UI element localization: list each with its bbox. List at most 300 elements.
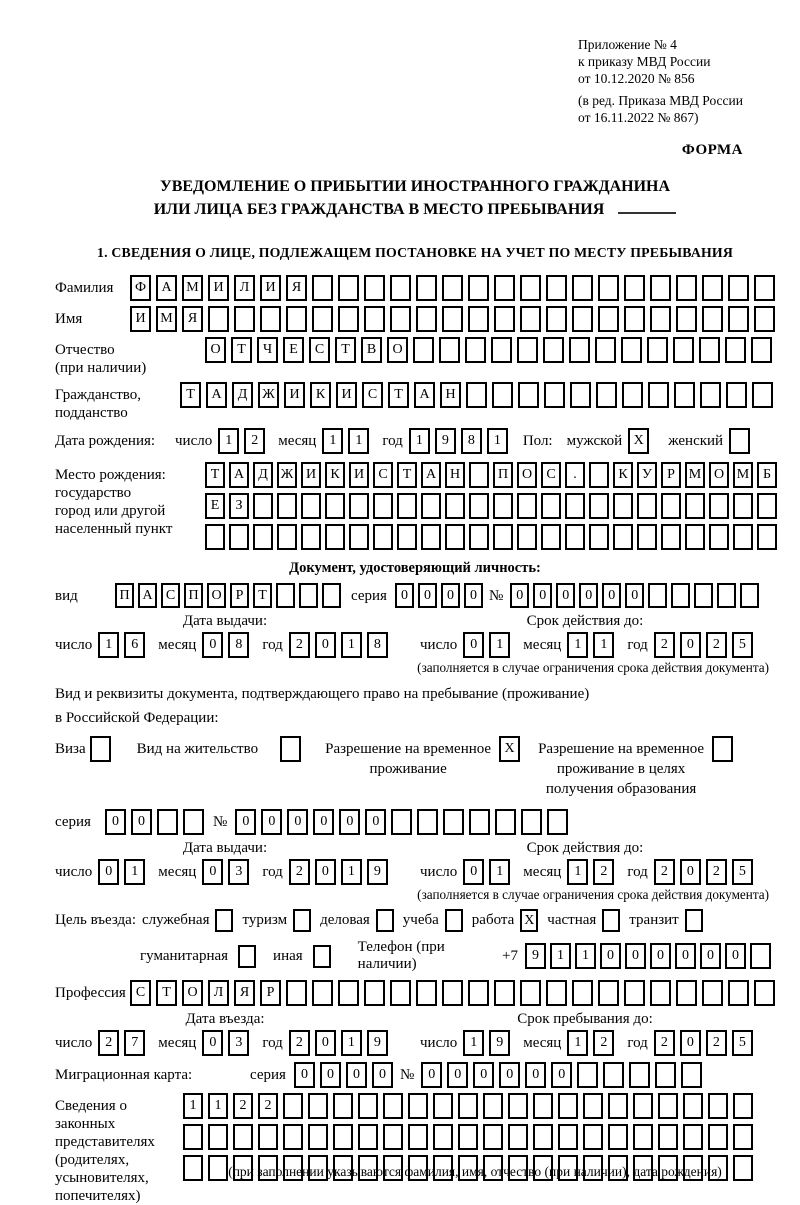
char-cell[interactable] bbox=[469, 462, 489, 488]
char-cell[interactable] bbox=[208, 306, 229, 332]
char-cell[interactable] bbox=[308, 1093, 328, 1119]
char-cell[interactable]: С bbox=[541, 462, 561, 488]
char-cell[interactable] bbox=[468, 980, 489, 1006]
char-cell[interactable]: Д bbox=[253, 462, 273, 488]
char-cell[interactable] bbox=[286, 306, 307, 332]
char-cell[interactable]: 1 bbox=[575, 943, 596, 969]
char-cell[interactable] bbox=[633, 1124, 653, 1150]
char-cell[interactable] bbox=[728, 980, 749, 1006]
char-cell[interactable]: И bbox=[301, 462, 321, 488]
char-cell[interactable] bbox=[439, 337, 460, 363]
char-cell[interactable] bbox=[752, 382, 773, 408]
char-cell[interactable] bbox=[608, 1093, 628, 1119]
char-cell[interactable] bbox=[598, 275, 619, 301]
char-cell[interactable] bbox=[708, 1124, 728, 1150]
char-cell[interactable]: М bbox=[156, 306, 177, 332]
char-cell[interactable] bbox=[493, 493, 513, 519]
char-cell[interactable]: Д bbox=[232, 382, 253, 408]
char-cell[interactable]: А bbox=[138, 583, 157, 608]
char-cell[interactable] bbox=[442, 275, 463, 301]
char-cell[interactable] bbox=[740, 583, 759, 608]
day-cell[interactable]: 0 bbox=[98, 859, 119, 885]
char-cell[interactable] bbox=[728, 306, 749, 332]
char-cell[interactable]: Т bbox=[231, 337, 252, 363]
char-cell[interactable]: 0 bbox=[418, 583, 437, 608]
year-cell[interactable]: 2 bbox=[654, 859, 675, 885]
char-cell[interactable]: Р bbox=[661, 462, 681, 488]
purpose-transit-checkbox[interactable] bbox=[685, 909, 703, 932]
year-cell[interactable]: 2 bbox=[706, 859, 727, 885]
purpose-private-checkbox[interactable] bbox=[602, 909, 620, 932]
char-cell[interactable] bbox=[349, 493, 369, 519]
month-cell[interactable]: 3 bbox=[228, 859, 249, 885]
char-cell[interactable] bbox=[661, 524, 681, 550]
month-cell[interactable]: 1 bbox=[322, 428, 343, 454]
char-cell[interactable] bbox=[546, 980, 567, 1006]
char-cell[interactable]: 0 bbox=[320, 1062, 341, 1088]
char-cell[interactable]: М bbox=[182, 275, 203, 301]
char-cell[interactable]: Т bbox=[335, 337, 356, 363]
day-cell[interactable]: 1 bbox=[218, 428, 239, 454]
char-cell[interactable] bbox=[469, 809, 490, 835]
month-cell[interactable]: 2 bbox=[593, 1030, 614, 1056]
char-cell[interactable] bbox=[648, 382, 669, 408]
char-cell[interactable] bbox=[364, 306, 385, 332]
char-cell[interactable]: К bbox=[310, 382, 331, 408]
char-cell[interactable] bbox=[416, 980, 437, 1006]
char-cell[interactable] bbox=[469, 524, 489, 550]
char-cell[interactable] bbox=[433, 1124, 453, 1150]
char-cell[interactable] bbox=[546, 275, 567, 301]
char-cell[interactable] bbox=[299, 583, 318, 608]
char-cell[interactable] bbox=[569, 337, 590, 363]
char-cell[interactable] bbox=[583, 1093, 603, 1119]
char-cell[interactable]: 0 bbox=[235, 809, 256, 835]
char-cell[interactable]: Е bbox=[283, 337, 304, 363]
year-cell[interactable]: 2 bbox=[289, 632, 310, 658]
char-cell[interactable]: К bbox=[613, 462, 633, 488]
char-cell[interactable] bbox=[754, 275, 775, 301]
char-cell[interactable] bbox=[364, 980, 385, 1006]
char-cell[interactable]: А bbox=[206, 382, 227, 408]
char-cell[interactable] bbox=[253, 524, 273, 550]
char-cell[interactable] bbox=[338, 980, 359, 1006]
char-cell[interactable]: Ж bbox=[277, 462, 297, 488]
year-cell[interactable]: 1 bbox=[487, 428, 508, 454]
char-cell[interactable]: О bbox=[517, 462, 537, 488]
month-cell[interactable]: 1 bbox=[567, 1030, 588, 1056]
char-cell[interactable] bbox=[373, 493, 393, 519]
char-cell[interactable]: Р bbox=[230, 583, 249, 608]
char-cell[interactable]: 0 bbox=[600, 943, 621, 969]
year-cell[interactable]: 1 bbox=[341, 1030, 362, 1056]
char-cell[interactable] bbox=[205, 524, 225, 550]
char-cell[interactable] bbox=[408, 1093, 428, 1119]
char-cell[interactable] bbox=[358, 1093, 378, 1119]
char-cell[interactable] bbox=[417, 809, 438, 835]
char-cell[interactable] bbox=[757, 493, 777, 519]
char-cell[interactable]: О bbox=[182, 980, 203, 1006]
char-cell[interactable] bbox=[408, 1124, 428, 1150]
char-cell[interactable] bbox=[751, 337, 772, 363]
char-cell[interactable] bbox=[421, 493, 441, 519]
month-cell[interactable]: 1 bbox=[567, 632, 588, 658]
char-cell[interactable]: 0 bbox=[579, 583, 598, 608]
char-cell[interactable]: 0 bbox=[473, 1062, 494, 1088]
char-cell[interactable]: Т bbox=[253, 583, 272, 608]
purpose-study-checkbox[interactable] bbox=[445, 909, 463, 932]
char-cell[interactable]: 0 bbox=[725, 943, 746, 969]
char-cell[interactable] bbox=[183, 1155, 203, 1181]
char-cell[interactable]: 0 bbox=[365, 809, 386, 835]
char-cell[interactable] bbox=[637, 524, 657, 550]
month-cell[interactable]: 0 bbox=[202, 632, 223, 658]
char-cell[interactable]: 1 bbox=[183, 1093, 203, 1119]
char-cell[interactable] bbox=[520, 275, 541, 301]
char-cell[interactable]: Е bbox=[205, 493, 225, 519]
char-cell[interactable] bbox=[390, 980, 411, 1006]
char-cell[interactable] bbox=[276, 583, 295, 608]
year-cell[interactable]: 1 bbox=[341, 632, 362, 658]
char-cell[interactable]: И bbox=[284, 382, 305, 408]
year-cell[interactable]: 9 bbox=[367, 859, 388, 885]
char-cell[interactable] bbox=[674, 382, 695, 408]
char-cell[interactable] bbox=[494, 306, 515, 332]
month-cell[interactable]: 1 bbox=[348, 428, 369, 454]
char-cell[interactable]: П bbox=[184, 583, 203, 608]
month-cell[interactable]: 8 bbox=[228, 632, 249, 658]
char-cell[interactable] bbox=[541, 493, 561, 519]
char-cell[interactable] bbox=[442, 306, 463, 332]
char-cell[interactable]: Н bbox=[440, 382, 461, 408]
char-cell[interactable] bbox=[754, 980, 775, 1006]
char-cell[interactable] bbox=[572, 275, 593, 301]
char-cell[interactable]: К bbox=[325, 462, 345, 488]
char-cell[interactable] bbox=[658, 1124, 678, 1150]
char-cell[interactable] bbox=[517, 524, 537, 550]
char-cell[interactable] bbox=[358, 1124, 378, 1150]
char-cell[interactable]: А bbox=[421, 462, 441, 488]
char-cell[interactable] bbox=[733, 493, 753, 519]
char-cell[interactable] bbox=[655, 1062, 676, 1088]
char-cell[interactable] bbox=[508, 1093, 528, 1119]
year-cell[interactable]: 2 bbox=[654, 632, 675, 658]
purpose-other-checkbox[interactable] bbox=[313, 945, 331, 968]
day-cell[interactable]: 1 bbox=[463, 1030, 484, 1056]
char-cell[interactable] bbox=[624, 306, 645, 332]
year-cell[interactable]: 9 bbox=[435, 428, 456, 454]
char-cell[interactable] bbox=[658, 1093, 678, 1119]
char-cell[interactable] bbox=[495, 809, 516, 835]
char-cell[interactable] bbox=[700, 382, 721, 408]
char-cell[interactable] bbox=[709, 524, 729, 550]
char-cell[interactable] bbox=[229, 524, 249, 550]
char-cell[interactable] bbox=[333, 1124, 353, 1150]
char-cell[interactable] bbox=[493, 524, 513, 550]
year-cell[interactable]: 2 bbox=[706, 632, 727, 658]
char-cell[interactable]: 2 bbox=[258, 1093, 278, 1119]
char-cell[interactable] bbox=[624, 980, 645, 1006]
char-cell[interactable] bbox=[702, 275, 723, 301]
char-cell[interactable]: . bbox=[565, 462, 585, 488]
char-cell[interactable] bbox=[546, 306, 567, 332]
year-cell[interactable]: 8 bbox=[367, 632, 388, 658]
char-cell[interactable]: 0 bbox=[602, 583, 621, 608]
char-cell[interactable]: 0 bbox=[650, 943, 671, 969]
char-cell[interactable]: 0 bbox=[339, 809, 360, 835]
char-cell[interactable] bbox=[483, 1124, 503, 1150]
char-cell[interactable] bbox=[312, 275, 333, 301]
purpose-work-checkbox[interactable]: X bbox=[520, 909, 538, 932]
char-cell[interactable] bbox=[683, 1093, 703, 1119]
char-cell[interactable] bbox=[283, 1124, 303, 1150]
year-cell[interactable]: 0 bbox=[315, 859, 336, 885]
char-cell[interactable]: Т bbox=[397, 462, 417, 488]
char-cell[interactable] bbox=[277, 493, 297, 519]
char-cell[interactable] bbox=[433, 1093, 453, 1119]
char-cell[interactable] bbox=[283, 1093, 303, 1119]
char-cell[interactable] bbox=[598, 306, 619, 332]
char-cell[interactable] bbox=[685, 524, 705, 550]
day-cell[interactable]: 7 bbox=[124, 1030, 145, 1056]
char-cell[interactable]: О bbox=[207, 583, 226, 608]
char-cell[interactable] bbox=[671, 583, 690, 608]
char-cell[interactable] bbox=[416, 306, 437, 332]
char-cell[interactable]: 0 bbox=[551, 1062, 572, 1088]
char-cell[interactable] bbox=[733, 1124, 753, 1150]
month-cell[interactable]: 0 bbox=[202, 1030, 223, 1056]
char-cell[interactable] bbox=[518, 382, 539, 408]
char-cell[interactable] bbox=[325, 524, 345, 550]
temp-residence-checkbox[interactable]: X bbox=[499, 736, 520, 762]
char-cell[interactable]: Б bbox=[757, 462, 777, 488]
char-cell[interactable] bbox=[517, 493, 537, 519]
char-cell[interactable] bbox=[577, 1062, 598, 1088]
char-cell[interactable]: 2 bbox=[233, 1093, 253, 1119]
month-cell[interactable]: 3 bbox=[228, 1030, 249, 1056]
char-cell[interactable] bbox=[572, 980, 593, 1006]
char-cell[interactable] bbox=[421, 524, 441, 550]
char-cell[interactable] bbox=[183, 809, 204, 835]
char-cell[interactable] bbox=[253, 493, 273, 519]
char-cell[interactable]: А bbox=[229, 462, 249, 488]
char-cell[interactable]: 0 bbox=[675, 943, 696, 969]
char-cell[interactable]: 0 bbox=[313, 809, 334, 835]
char-cell[interactable] bbox=[301, 493, 321, 519]
month-cell[interactable]: 1 bbox=[593, 632, 614, 658]
char-cell[interactable]: О bbox=[205, 337, 226, 363]
char-cell[interactable] bbox=[312, 306, 333, 332]
char-cell[interactable] bbox=[650, 275, 671, 301]
char-cell[interactable]: Р bbox=[260, 980, 281, 1006]
char-cell[interactable] bbox=[547, 809, 568, 835]
char-cell[interactable]: И bbox=[349, 462, 369, 488]
char-cell[interactable] bbox=[608, 1124, 628, 1150]
char-cell[interactable] bbox=[445, 524, 465, 550]
char-cell[interactable] bbox=[277, 524, 297, 550]
char-cell[interactable] bbox=[520, 980, 541, 1006]
char-cell[interactable] bbox=[233, 1124, 253, 1150]
char-cell[interactable] bbox=[260, 306, 281, 332]
char-cell[interactable] bbox=[517, 337, 538, 363]
char-cell[interactable]: 0 bbox=[421, 1062, 442, 1088]
purpose-business-checkbox[interactable] bbox=[376, 909, 394, 932]
char-cell[interactable] bbox=[621, 337, 642, 363]
char-cell[interactable] bbox=[483, 1093, 503, 1119]
char-cell[interactable] bbox=[383, 1124, 403, 1150]
char-cell[interactable]: Я bbox=[234, 980, 255, 1006]
char-cell[interactable] bbox=[442, 980, 463, 1006]
char-cell[interactable]: Я bbox=[286, 275, 307, 301]
char-cell[interactable] bbox=[572, 306, 593, 332]
char-cell[interactable] bbox=[234, 306, 255, 332]
char-cell[interactable] bbox=[543, 337, 564, 363]
char-cell[interactable]: С bbox=[373, 462, 393, 488]
char-cell[interactable]: 0 bbox=[625, 583, 644, 608]
char-cell[interactable]: 0 bbox=[464, 583, 483, 608]
char-cell[interactable] bbox=[494, 275, 515, 301]
char-cell[interactable]: С bbox=[130, 980, 151, 1006]
char-cell[interactable] bbox=[699, 337, 720, 363]
char-cell[interactable]: 0 bbox=[556, 583, 575, 608]
day-cell[interactable]: 0 bbox=[463, 859, 484, 885]
temp-residence-edu-checkbox[interactable] bbox=[712, 736, 733, 762]
char-cell[interactable]: З bbox=[229, 493, 249, 519]
char-cell[interactable] bbox=[208, 1155, 228, 1181]
char-cell[interactable]: А bbox=[414, 382, 435, 408]
char-cell[interactable]: О bbox=[387, 337, 408, 363]
year-cell[interactable]: 0 bbox=[680, 632, 701, 658]
day-cell[interactable]: 1 bbox=[489, 632, 510, 658]
char-cell[interactable]: У bbox=[637, 462, 657, 488]
month-cell[interactable]: 1 bbox=[567, 859, 588, 885]
char-cell[interactable] bbox=[589, 524, 609, 550]
char-cell[interactable] bbox=[725, 337, 746, 363]
day-cell[interactable]: 0 bbox=[463, 632, 484, 658]
char-cell[interactable] bbox=[647, 337, 668, 363]
char-cell[interactable] bbox=[413, 337, 434, 363]
char-cell[interactable]: М bbox=[685, 462, 705, 488]
char-cell[interactable] bbox=[508, 1124, 528, 1150]
char-cell[interactable]: И bbox=[208, 275, 229, 301]
sex-female-checkbox[interactable] bbox=[729, 428, 750, 454]
day-cell[interactable]: 1 bbox=[489, 859, 510, 885]
year-cell[interactable]: 5 bbox=[732, 859, 753, 885]
month-cell[interactable]: 2 bbox=[593, 859, 614, 885]
day-cell[interactable]: 2 bbox=[244, 428, 265, 454]
year-cell[interactable]: 2 bbox=[289, 1030, 310, 1056]
char-cell[interactable] bbox=[596, 382, 617, 408]
char-cell[interactable] bbox=[694, 583, 713, 608]
char-cell[interactable] bbox=[445, 493, 465, 519]
char-cell[interactable] bbox=[624, 275, 645, 301]
char-cell[interactable] bbox=[565, 524, 585, 550]
char-cell[interactable]: М bbox=[733, 462, 753, 488]
char-cell[interactable]: Ч bbox=[257, 337, 278, 363]
char-cell[interactable]: А bbox=[156, 275, 177, 301]
char-cell[interactable] bbox=[702, 306, 723, 332]
char-cell[interactable]: 1 bbox=[208, 1093, 228, 1119]
char-cell[interactable] bbox=[338, 275, 359, 301]
char-cell[interactable]: Н bbox=[445, 462, 465, 488]
char-cell[interactable]: 1 bbox=[550, 943, 571, 969]
year-cell[interactable]: 0 bbox=[680, 1030, 701, 1056]
year-cell[interactable]: 5 bbox=[732, 1030, 753, 1056]
char-cell[interactable] bbox=[589, 462, 609, 488]
year-cell[interactable]: 0 bbox=[315, 632, 336, 658]
char-cell[interactable] bbox=[613, 493, 633, 519]
char-cell[interactable] bbox=[520, 306, 541, 332]
day-cell[interactable]: 1 bbox=[124, 859, 145, 885]
char-cell[interactable] bbox=[613, 524, 633, 550]
char-cell[interactable] bbox=[676, 306, 697, 332]
char-cell[interactable]: Я bbox=[182, 306, 203, 332]
char-cell[interactable] bbox=[728, 275, 749, 301]
char-cell[interactable] bbox=[349, 524, 369, 550]
char-cell[interactable] bbox=[258, 1124, 278, 1150]
char-cell[interactable] bbox=[308, 1124, 328, 1150]
char-cell[interactable] bbox=[397, 524, 417, 550]
char-cell[interactable] bbox=[541, 524, 561, 550]
char-cell[interactable] bbox=[312, 980, 333, 1006]
char-cell[interactable] bbox=[558, 1093, 578, 1119]
char-cell[interactable] bbox=[322, 583, 341, 608]
char-cell[interactable]: 0 bbox=[525, 1062, 546, 1088]
year-cell[interactable]: 2 bbox=[654, 1030, 675, 1056]
char-cell[interactable]: Л bbox=[234, 275, 255, 301]
char-cell[interactable] bbox=[468, 306, 489, 332]
char-cell[interactable] bbox=[544, 382, 565, 408]
char-cell[interactable] bbox=[458, 1124, 478, 1150]
char-cell[interactable]: И bbox=[130, 306, 151, 332]
char-cell[interactable] bbox=[397, 493, 417, 519]
char-cell[interactable] bbox=[726, 382, 747, 408]
char-cell[interactable] bbox=[183, 1124, 203, 1150]
char-cell[interactable]: 0 bbox=[294, 1062, 315, 1088]
char-cell[interactable] bbox=[390, 275, 411, 301]
char-cell[interactable] bbox=[416, 275, 437, 301]
char-cell[interactable]: П bbox=[493, 462, 513, 488]
char-cell[interactable] bbox=[383, 1093, 403, 1119]
char-cell[interactable] bbox=[491, 337, 512, 363]
char-cell[interactable] bbox=[521, 809, 542, 835]
char-cell[interactable]: С bbox=[362, 382, 383, 408]
char-cell[interactable] bbox=[683, 1124, 703, 1150]
char-cell[interactable] bbox=[733, 524, 753, 550]
char-cell[interactable]: И bbox=[336, 382, 357, 408]
year-cell[interactable]: 5 bbox=[732, 632, 753, 658]
char-cell[interactable]: 0 bbox=[533, 583, 552, 608]
char-cell[interactable] bbox=[733, 1093, 753, 1119]
char-cell[interactable] bbox=[466, 382, 487, 408]
char-cell[interactable] bbox=[533, 1093, 553, 1119]
day-cell[interactable]: 6 bbox=[124, 632, 145, 658]
char-cell[interactable]: И bbox=[260, 275, 281, 301]
char-cell[interactable]: 0 bbox=[510, 583, 529, 608]
char-cell[interactable] bbox=[468, 275, 489, 301]
char-cell[interactable] bbox=[650, 306, 671, 332]
char-cell[interactable]: Т bbox=[180, 382, 201, 408]
char-cell[interactable] bbox=[570, 382, 591, 408]
purpose-tourism-checkbox[interactable] bbox=[293, 909, 311, 932]
char-cell[interactable] bbox=[208, 1124, 228, 1150]
char-cell[interactable] bbox=[301, 524, 321, 550]
year-cell[interactable]: 9 bbox=[367, 1030, 388, 1056]
char-cell[interactable] bbox=[754, 306, 775, 332]
char-cell[interactable] bbox=[333, 1093, 353, 1119]
char-cell[interactable]: Ж bbox=[258, 382, 279, 408]
char-cell[interactable] bbox=[458, 1093, 478, 1119]
